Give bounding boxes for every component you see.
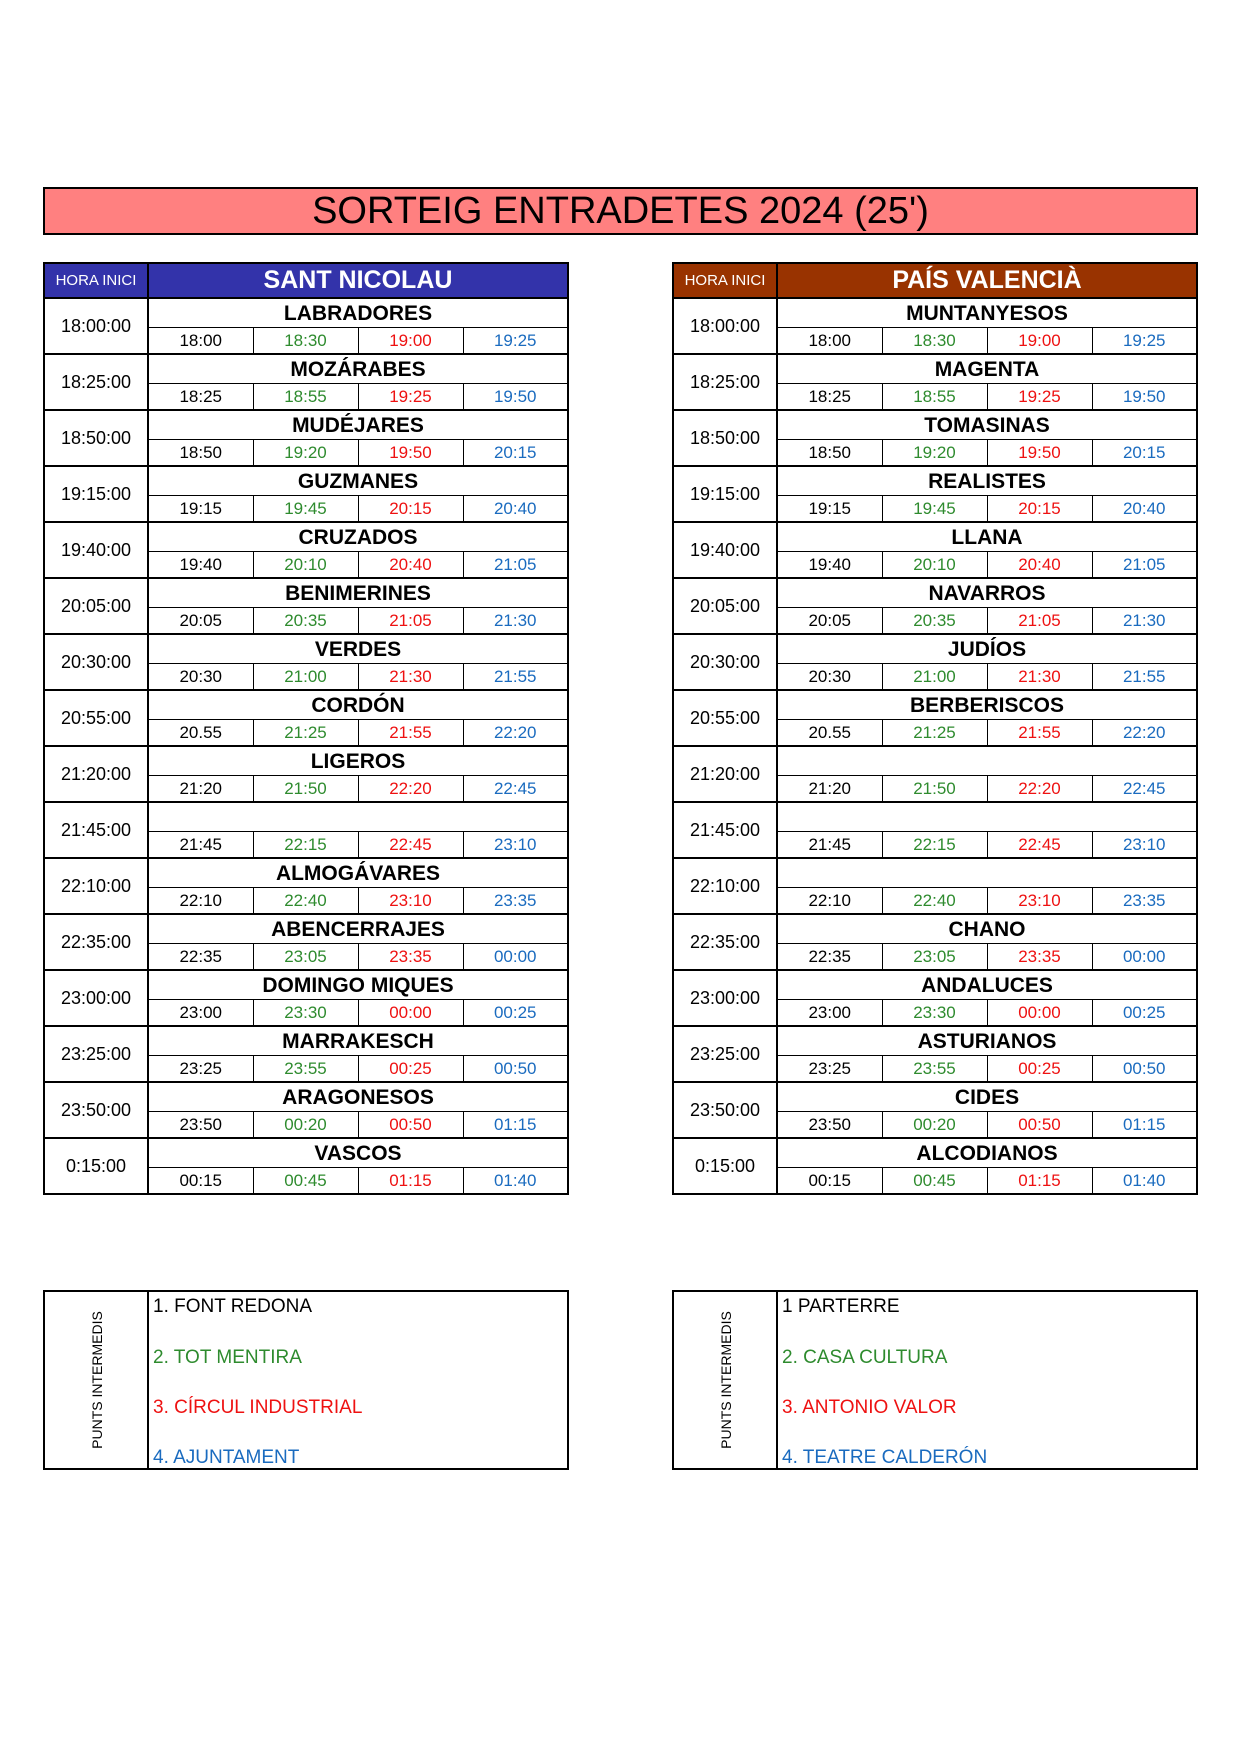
- checkpoint-time-3: 00:00: [987, 1000, 1092, 1027]
- start-time: 20:55:00: [673, 690, 777, 746]
- checkpoint-time-2: 00:20: [253, 1112, 358, 1139]
- legend-item: 2. TOT MENTIRA: [153, 1347, 302, 1368]
- group-name: CHANO: [777, 914, 1197, 944]
- checkpoint-time-1: 23:00: [148, 1000, 253, 1027]
- checkpoint-time-1: 22:35: [148, 944, 253, 971]
- checkpoint-time-3: 22:45: [358, 832, 463, 859]
- checkpoint-time-4: 00:00: [463, 944, 568, 971]
- checkpoint-time-2: 00:45: [253, 1168, 358, 1195]
- checkpoint-time-3: 00:25: [358, 1056, 463, 1083]
- checkpoint-time-2: 18:55: [882, 384, 987, 411]
- checkpoint-time-4: 23:35: [463, 888, 568, 915]
- legend-punts-intermedis: [43, 1290, 569, 1470]
- checkpoint-time-1: 00:15: [777, 1168, 882, 1195]
- checkpoint-time-2: 19:45: [253, 496, 358, 523]
- route-name-header: SANT NICOLAU: [148, 263, 568, 298]
- legend-item: 4. AJUNTAMENT: [153, 1447, 300, 1468]
- checkpoint-time-1: 19:15: [148, 496, 253, 523]
- checkpoint-time-1: 21:20: [148, 776, 253, 803]
- schedule-sant-nicolau: [43, 262, 569, 1195]
- checkpoint-time-3: 21:55: [987, 720, 1092, 747]
- checkpoint-time-2: 20:10: [882, 552, 987, 579]
- checkpoint-time-1: 22:10: [148, 888, 253, 915]
- checkpoint-time-1: 00:15: [148, 1168, 253, 1195]
- start-time: 20:05:00: [44, 578, 148, 634]
- group-name: ABENCERRAJES: [148, 914, 568, 944]
- start-time: 18:00:00: [673, 298, 777, 354]
- checkpoint-time-1: 18:50: [777, 440, 882, 467]
- checkpoint-time-4: 20:40: [463, 496, 568, 523]
- start-time: 23:25:00: [673, 1026, 777, 1082]
- start-time: 20:05:00: [673, 578, 777, 634]
- start-time: 23:50:00: [673, 1082, 777, 1138]
- checkpoint-time-3: 21:05: [358, 608, 463, 635]
- legend-item: 4. TEATRE CALDERÓN: [782, 1447, 988, 1468]
- checkpoint-time-2: 21:50: [253, 776, 358, 803]
- checkpoint-time-1: 18:25: [777, 384, 882, 411]
- checkpoint-time-3: 19:50: [987, 440, 1092, 467]
- start-time: 18:25:00: [673, 354, 777, 410]
- checkpoint-time-1: 23:25: [777, 1056, 882, 1083]
- checkpoint-time-1: 23:00: [777, 1000, 882, 1027]
- checkpoint-time-2: 21:00: [253, 664, 358, 691]
- checkpoint-time-2: 23:55: [253, 1056, 358, 1083]
- start-time: 20:55:00: [44, 690, 148, 746]
- group-name: BERBERISCOS: [777, 690, 1197, 720]
- start-time: 21:20:00: [673, 746, 777, 802]
- checkpoint-time-1: 23:25: [148, 1056, 253, 1083]
- checkpoint-time-2: 19:20: [253, 440, 358, 467]
- checkpoint-time-2: 22:40: [882, 888, 987, 915]
- checkpoint-time-4: 01:40: [1092, 1168, 1197, 1195]
- checkpoint-time-2: 23:05: [882, 944, 987, 971]
- checkpoint-time-4: 00:25: [1092, 1000, 1197, 1027]
- legend-side-label: PUNTS INTERMEDIS: [718, 1311, 734, 1449]
- checkpoint-time-4: 00:50: [463, 1056, 568, 1083]
- checkpoint-time-3: 22:20: [358, 776, 463, 803]
- hora-inici-header: HORA INICI: [44, 263, 148, 298]
- start-time: 19:15:00: [673, 466, 777, 522]
- checkpoint-time-1: 19:40: [777, 552, 882, 579]
- checkpoint-time-4: 23:10: [1092, 832, 1197, 859]
- checkpoint-time-3: 21:30: [358, 664, 463, 691]
- checkpoint-time-3: 21:55: [358, 720, 463, 747]
- checkpoint-time-4: 22:20: [1092, 720, 1197, 747]
- group-name: JUDÍOS: [777, 634, 1197, 664]
- group-name: ALMOGÁVARES: [148, 858, 568, 888]
- start-time: 22:35:00: [44, 914, 148, 970]
- checkpoint-time-3: 19:00: [358, 328, 463, 355]
- group-name: ALCODIANOS: [777, 1138, 1197, 1168]
- start-time: 23:00:00: [673, 970, 777, 1026]
- group-name: VASCOS: [148, 1138, 568, 1168]
- checkpoint-time-4: 23:35: [1092, 888, 1197, 915]
- checkpoint-time-2: 19:45: [882, 496, 987, 523]
- checkpoint-time-2: 22:40: [253, 888, 358, 915]
- checkpoint-time-3: 01:15: [358, 1168, 463, 1195]
- checkpoint-time-3: 00:00: [358, 1000, 463, 1027]
- group-name: [777, 802, 1197, 832]
- group-name: MUNTANYESOS: [777, 298, 1197, 328]
- start-time: 19:40:00: [44, 522, 148, 578]
- checkpoint-time-4: 00:50: [1092, 1056, 1197, 1083]
- checkpoint-time-1: 21:20: [777, 776, 882, 803]
- checkpoint-time-4: 19:50: [1092, 384, 1197, 411]
- checkpoint-time-2: 21:50: [882, 776, 987, 803]
- route-name-header: PAÍS VALENCIÀ: [777, 263, 1197, 298]
- group-name: CORDÓN: [148, 690, 568, 720]
- checkpoint-time-2: 18:55: [253, 384, 358, 411]
- checkpoint-time-4: 22:45: [463, 776, 568, 803]
- checkpoint-time-2: 19:20: [882, 440, 987, 467]
- start-time: 19:15:00: [44, 466, 148, 522]
- checkpoint-time-2: 20:10: [253, 552, 358, 579]
- group-name: GUZMANES: [148, 466, 568, 496]
- checkpoint-time-4: 21:05: [1092, 552, 1197, 579]
- legend-item: 2. CASA CULTURA: [782, 1347, 948, 1368]
- hora-inici-header: HORA INICI: [673, 263, 777, 298]
- schedule-pais-valencia: [672, 262, 1198, 1195]
- checkpoint-time-1: 18:50: [148, 440, 253, 467]
- legend-side: [45, 1292, 149, 1468]
- checkpoint-time-4: 20:40: [1092, 496, 1197, 523]
- checkpoint-time-4: 00:25: [463, 1000, 568, 1027]
- checkpoint-time-4: 01:15: [463, 1112, 568, 1139]
- checkpoint-time-1: 22:35: [777, 944, 882, 971]
- checkpoint-time-4: 21:05: [463, 552, 568, 579]
- checkpoint-time-3: 19:25: [987, 384, 1092, 411]
- start-time: 18:00:00: [44, 298, 148, 354]
- checkpoint-time-2: 21:00: [882, 664, 987, 691]
- checkpoint-time-1: 18:00: [148, 328, 253, 355]
- checkpoint-time-4: 21:30: [463, 608, 568, 635]
- checkpoint-time-2: 21:25: [882, 720, 987, 747]
- start-time: 0:15:00: [673, 1138, 777, 1194]
- group-name: TOMASINAS: [777, 410, 1197, 440]
- group-name: MAGENTA: [777, 354, 1197, 384]
- checkpoint-time-1: 19:15: [777, 496, 882, 523]
- checkpoint-time-3: 22:20: [987, 776, 1092, 803]
- start-time: 22:10:00: [673, 858, 777, 914]
- checkpoint-time-4: 20:15: [463, 440, 568, 467]
- start-time: 23:50:00: [44, 1082, 148, 1138]
- checkpoint-time-1: 18:00: [777, 328, 882, 355]
- checkpoint-time-1: 20:30: [148, 664, 253, 691]
- checkpoint-time-3: 23:35: [987, 944, 1092, 971]
- start-time: 18:50:00: [673, 410, 777, 466]
- checkpoint-time-3: 20:40: [358, 552, 463, 579]
- checkpoint-time-2: 18:30: [882, 328, 987, 355]
- page-title: SORTEIG ENTRADETES 2024 (25'): [43, 187, 1198, 235]
- group-name: MOZÁRABES: [148, 354, 568, 384]
- checkpoint-time-1: 23:50: [777, 1112, 882, 1139]
- checkpoint-time-4: 21:55: [463, 664, 568, 691]
- checkpoint-time-1: 21:45: [777, 832, 882, 859]
- start-time: 23:00:00: [44, 970, 148, 1026]
- start-time: 22:35:00: [673, 914, 777, 970]
- legend-punts-intermedis: [672, 1290, 1198, 1470]
- checkpoint-time-3: 20:15: [358, 496, 463, 523]
- checkpoint-time-2: 00:45: [882, 1168, 987, 1195]
- checkpoint-time-2: 18:30: [253, 328, 358, 355]
- checkpoint-time-1: 18:25: [148, 384, 253, 411]
- checkpoint-time-3: 19:00: [987, 328, 1092, 355]
- legend-items: [782, 1292, 1196, 1468]
- checkpoint-time-4: 23:10: [463, 832, 568, 859]
- checkpoint-time-3: 20:15: [987, 496, 1092, 523]
- checkpoint-time-3: 23:10: [358, 888, 463, 915]
- legend-item: 1. FONT REDONA: [153, 1296, 313, 1317]
- checkpoint-time-1: 23:50: [148, 1112, 253, 1139]
- group-name: ASTURIANOS: [777, 1026, 1197, 1056]
- checkpoint-time-3: 23:35: [358, 944, 463, 971]
- checkpoint-time-3: 01:15: [987, 1168, 1092, 1195]
- checkpoint-time-3: 19:50: [358, 440, 463, 467]
- group-name: BENIMERINES: [148, 578, 568, 608]
- checkpoint-time-4: 22:45: [1092, 776, 1197, 803]
- group-name: ANDALUCES: [777, 970, 1197, 1000]
- start-time: 18:25:00: [44, 354, 148, 410]
- legend-item: 3. CÍRCUL INDUSTRIAL: [153, 1397, 363, 1418]
- checkpoint-time-1: 19:40: [148, 552, 253, 579]
- group-name: LABRADORES: [148, 298, 568, 328]
- checkpoint-time-3: 19:25: [358, 384, 463, 411]
- group-name: DOMINGO MIQUES: [148, 970, 568, 1000]
- checkpoint-time-3: 00:25: [987, 1056, 1092, 1083]
- checkpoint-time-1: 20.55: [777, 720, 882, 747]
- group-name: LIGEROS: [148, 746, 568, 776]
- legend-side-label: PUNTS INTERMEDIS: [89, 1311, 105, 1449]
- legend-side: [674, 1292, 778, 1468]
- start-time: 23:25:00: [44, 1026, 148, 1082]
- start-time: 20:30:00: [673, 634, 777, 690]
- group-name: ARAGONESOS: [148, 1082, 568, 1112]
- checkpoint-time-2: 20:35: [882, 608, 987, 635]
- group-name: CRUZADOS: [148, 522, 568, 552]
- checkpoint-time-2: 23:30: [253, 1000, 358, 1027]
- start-time: 21:45:00: [673, 802, 777, 858]
- checkpoint-time-4: 19:25: [463, 328, 568, 355]
- checkpoint-time-2: 21:25: [253, 720, 358, 747]
- start-time: 20:30:00: [44, 634, 148, 690]
- checkpoint-time-1: 20.55: [148, 720, 253, 747]
- checkpoint-time-2: 22:15: [253, 832, 358, 859]
- checkpoint-time-1: 22:10: [777, 888, 882, 915]
- start-time: 21:20:00: [44, 746, 148, 802]
- group-name: REALISTES: [777, 466, 1197, 496]
- checkpoint-time-3: 20:40: [987, 552, 1092, 579]
- start-time: 0:15:00: [44, 1138, 148, 1194]
- checkpoint-time-1: 21:45: [148, 832, 253, 859]
- checkpoint-time-4: 21:30: [1092, 608, 1197, 635]
- group-name: [777, 858, 1197, 888]
- checkpoint-time-3: 21:05: [987, 608, 1092, 635]
- checkpoint-time-4: 19:25: [1092, 328, 1197, 355]
- legend-items: [153, 1292, 567, 1468]
- checkpoint-time-3: 23:10: [987, 888, 1092, 915]
- group-name: NAVARROS: [777, 578, 1197, 608]
- checkpoint-time-3: 22:45: [987, 832, 1092, 859]
- group-name: LLANA: [777, 522, 1197, 552]
- start-time: 22:10:00: [44, 858, 148, 914]
- group-name: [777, 746, 1197, 776]
- start-time: 21:45:00: [44, 802, 148, 858]
- start-time: 19:40:00: [673, 522, 777, 578]
- checkpoint-time-3: 00:50: [358, 1112, 463, 1139]
- checkpoint-time-4: 01:15: [1092, 1112, 1197, 1139]
- legend-item: 1 PARTERRE: [782, 1296, 900, 1317]
- checkpoint-time-3: 00:50: [987, 1112, 1092, 1139]
- checkpoint-time-2: 23:55: [882, 1056, 987, 1083]
- group-name: CIDES: [777, 1082, 1197, 1112]
- checkpoint-time-4: 00:00: [1092, 944, 1197, 971]
- checkpoint-time-2: 23:05: [253, 944, 358, 971]
- group-name: MARRAKESCH: [148, 1026, 568, 1056]
- group-name: [148, 802, 568, 832]
- checkpoint-time-2: 23:30: [882, 1000, 987, 1027]
- checkpoint-time-4: 21:55: [1092, 664, 1197, 691]
- checkpoint-time-1: 20:30: [777, 664, 882, 691]
- checkpoint-time-1: 20:05: [148, 608, 253, 635]
- checkpoint-time-4: 19:50: [463, 384, 568, 411]
- group-name: MUDÉJARES: [148, 410, 568, 440]
- group-name: VERDES: [148, 634, 568, 664]
- checkpoint-time-1: 20:05: [777, 608, 882, 635]
- checkpoint-time-2: 20:35: [253, 608, 358, 635]
- checkpoint-time-2: 22:15: [882, 832, 987, 859]
- checkpoint-time-4: 20:15: [1092, 440, 1197, 467]
- checkpoint-time-4: 01:40: [463, 1168, 568, 1195]
- checkpoint-time-2: 00:20: [882, 1112, 987, 1139]
- checkpoint-time-4: 22:20: [463, 720, 568, 747]
- start-time: 18:50:00: [44, 410, 148, 466]
- checkpoint-time-3: 21:30: [987, 664, 1092, 691]
- legend-item: 3. ANTONIO VALOR: [782, 1397, 957, 1418]
